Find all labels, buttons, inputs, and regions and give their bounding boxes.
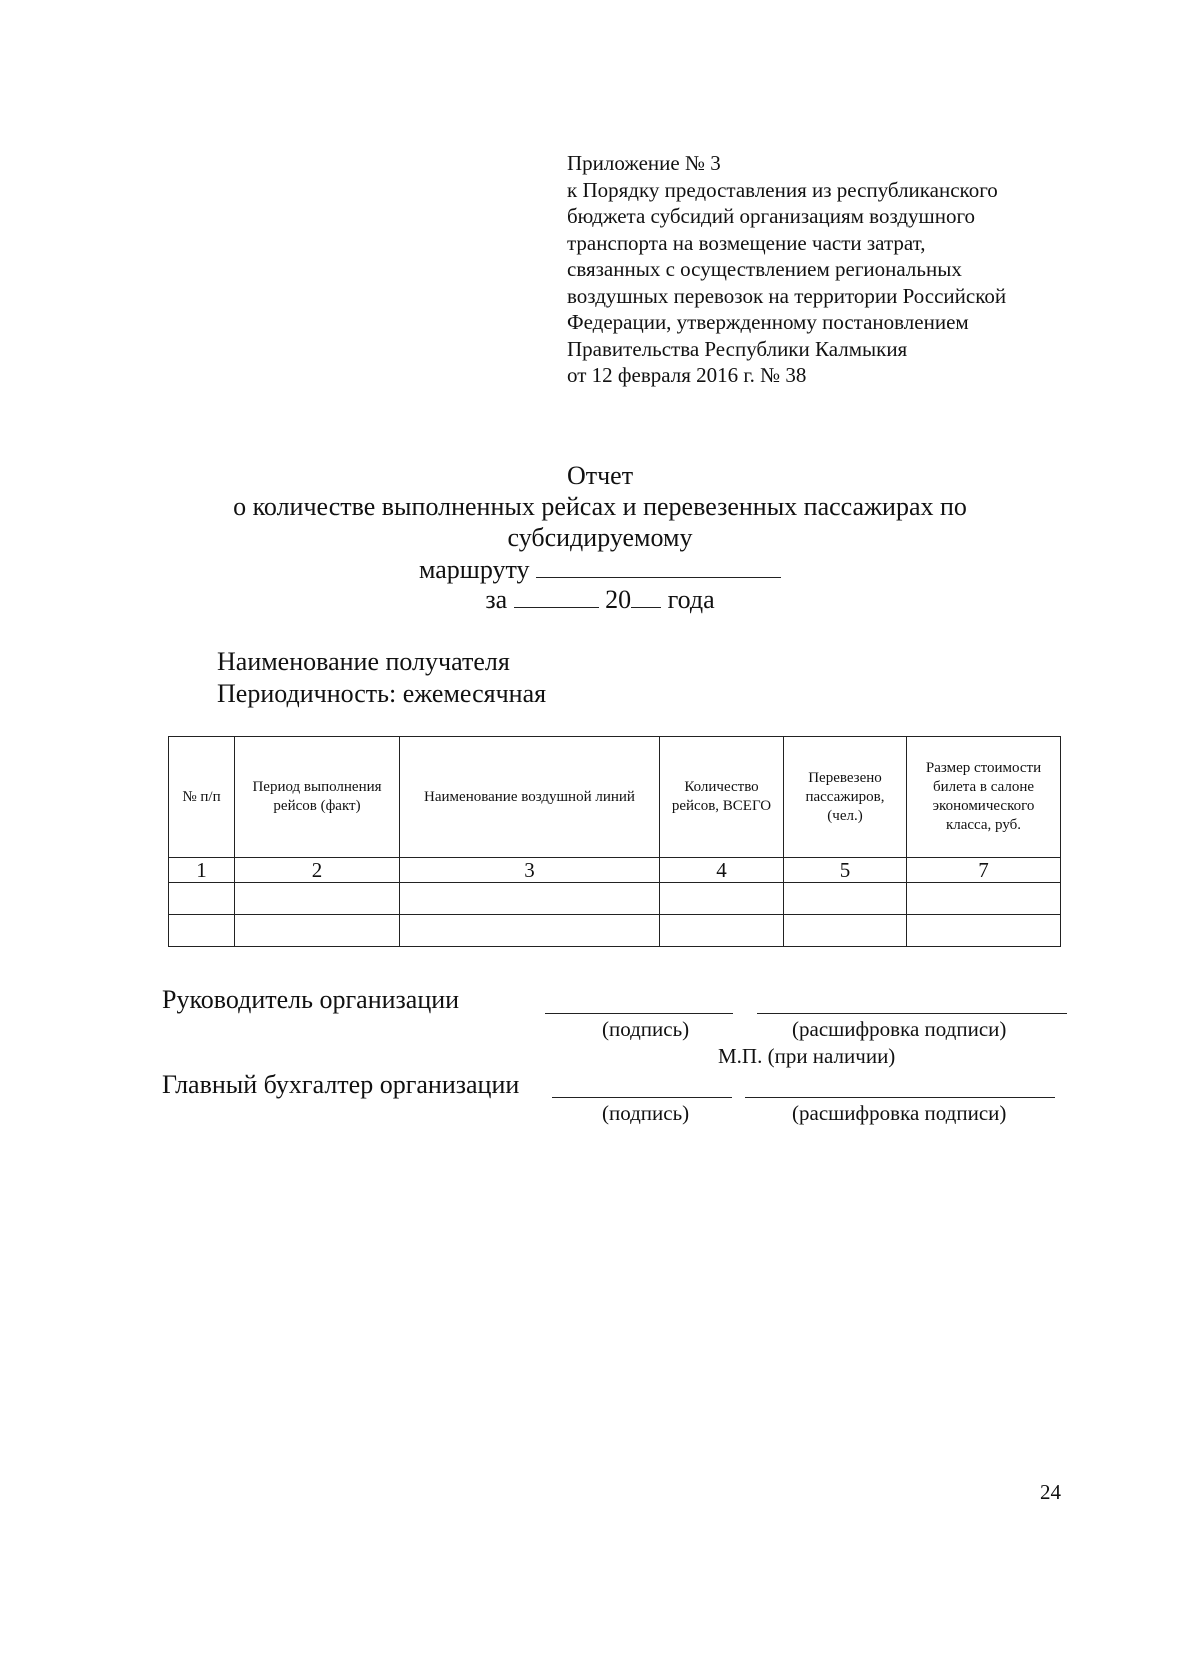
table-cell	[169, 883, 235, 915]
table-cell	[784, 883, 907, 915]
accountant-signature-caption: (подпись)	[602, 1101, 690, 1125]
accountant-signature-line	[552, 1097, 732, 1098]
appendix-line: Федерации, утвержденному постановлением	[567, 310, 969, 334]
stamp-caption: М.П. (при наличии)	[718, 1044, 896, 1068]
head-decoding-line	[757, 1013, 1067, 1014]
column-number: 3	[400, 858, 660, 883]
period-suffix: года	[667, 585, 715, 614]
accountant-decoding-caption: (расшифровка подписи)	[792, 1101, 1007, 1125]
table-row	[169, 915, 1061, 947]
table-cell	[169, 915, 235, 947]
report-table	[168, 736, 1061, 947]
appendix-line: Правительства Республики Калмыкия	[567, 336, 908, 361]
appendix-line: от 12 февраля 2016 г. № 38	[567, 363, 807, 387]
period-line	[0, 585, 1200, 615]
column-number: 5	[784, 858, 907, 883]
column-number: 2	[235, 858, 400, 883]
page-number: 24	[1040, 1480, 1061, 1504]
accountant-label: Главный бухгалтер организации	[162, 1070, 520, 1099]
appendix-line: к Порядку предоставления из республиканского	[567, 177, 998, 202]
period-prefix: за	[485, 585, 508, 614]
recipient-label: Наименование получателя	[217, 647, 510, 676]
route-label: маршруту	[418, 555, 530, 584]
appendix-line: связанных с осуществлением региональных	[567, 257, 962, 281]
period-year: 20	[605, 585, 632, 614]
table-number-row	[169, 858, 1061, 883]
column-header: Количество рейсов, ВСЕГО	[660, 737, 784, 858]
period-month-blank	[514, 587, 599, 608]
table-cell	[235, 883, 400, 915]
appendix-line: воздушных перевозок на территории Российской	[567, 283, 1007, 308]
table-cell	[907, 915, 1061, 947]
periodicity-label: Периодичность: ежемесячная	[217, 679, 547, 708]
column-header: № п/п	[169, 737, 235, 858]
column-header: Наименование воздушной линий	[400, 737, 660, 858]
table-cell	[660, 915, 784, 947]
head-signature-caption: (подпись)	[602, 1017, 690, 1041]
table-cell	[784, 915, 907, 947]
report-subtitle-line1: о количестве выполненных рейсах и перевезенных пассажирах по	[233, 492, 967, 521]
table-cell	[235, 915, 400, 947]
route-blank	[536, 557, 781, 578]
appendix-line: бюджета субсидий организациям воздушного	[567, 204, 976, 228]
period-year-blank	[631, 587, 661, 608]
column-header: Перевезено пассажиров, (чел.)	[784, 737, 907, 858]
head-signature-line	[545, 1013, 733, 1014]
table-row	[169, 883, 1061, 915]
head-label: Руководитель организации	[162, 985, 460, 1014]
report-subtitle-line2: субсидируемому	[507, 523, 693, 552]
column-number: 1	[169, 858, 235, 883]
table-cell	[660, 883, 784, 915]
table-header-row	[169, 737, 1061, 858]
column-number: 4	[660, 858, 784, 883]
report-title: Отчет	[566, 461, 634, 490]
appendix-block	[567, 150, 1087, 389]
accountant-decoding-line	[745, 1097, 1055, 1098]
table-cell	[400, 883, 660, 915]
column-header: Период выполнения рейсов (факт)	[235, 737, 400, 858]
column-header: Размер стоимости билета в салоне экономического класса, руб.	[907, 737, 1061, 858]
appendix-line: транспорта на возмещение части затрат,	[567, 230, 926, 255]
column-number: 7	[907, 858, 1061, 883]
table-cell	[400, 915, 660, 947]
table-cell	[907, 883, 1061, 915]
route-line	[0, 555, 1200, 585]
appendix-line: Приложение № 3	[567, 151, 721, 175]
head-decoding-caption: (расшифровка подписи)	[792, 1017, 1007, 1041]
